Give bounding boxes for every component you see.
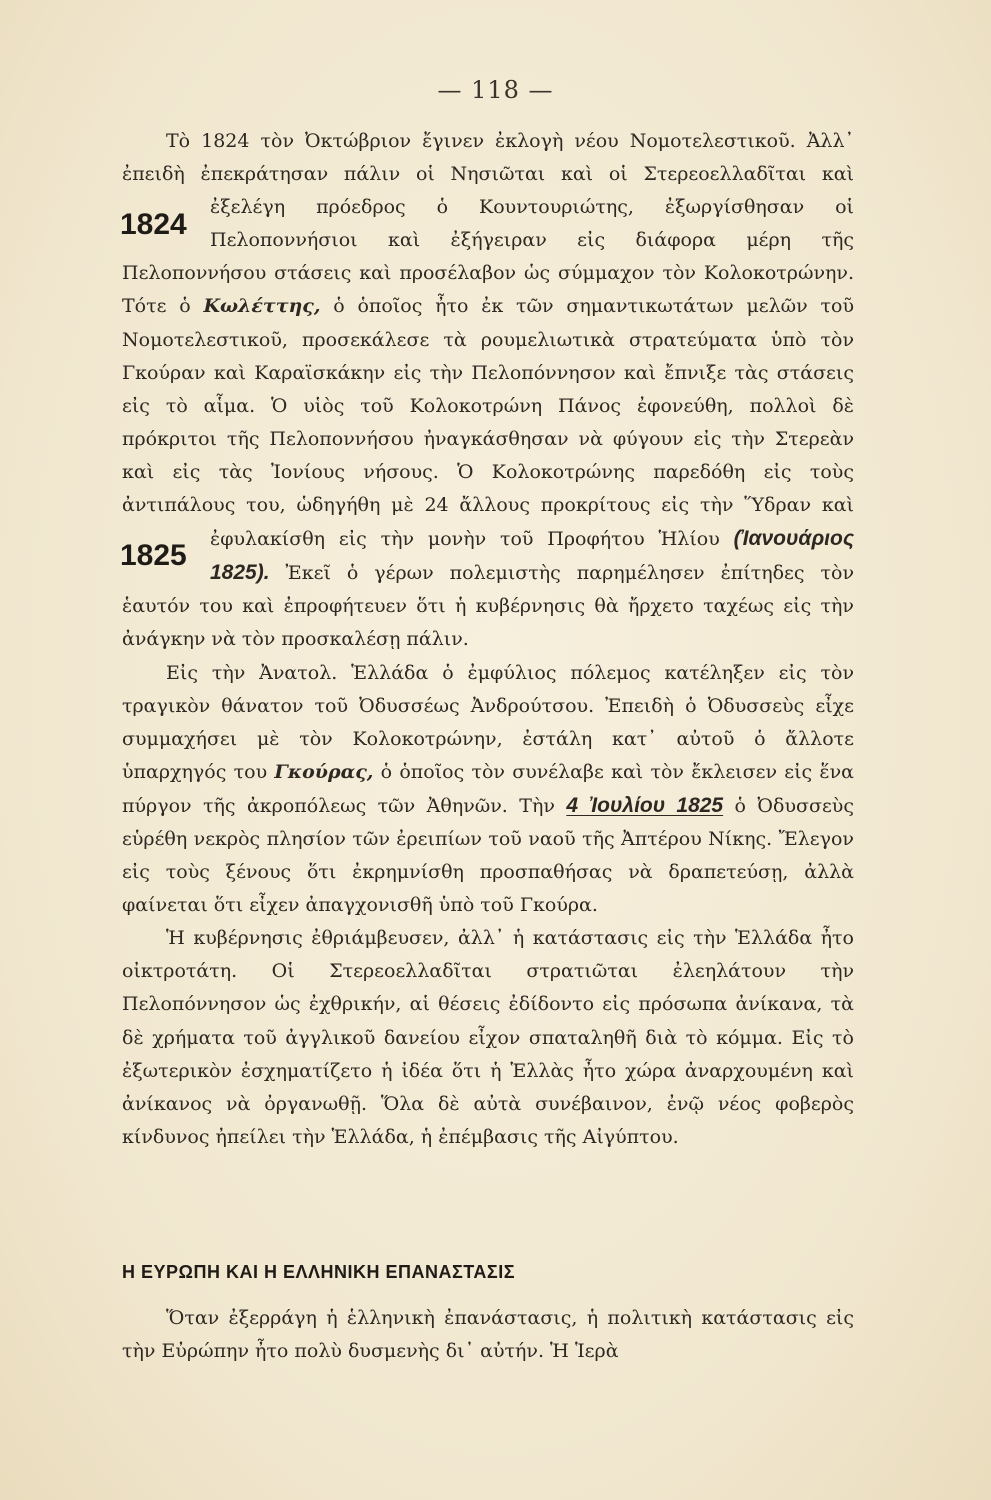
paragraph-text: καὶ ἐφυλακίσθη εἰς τὴν μονὴν τοῦ Προφήτου Ἡλίου (210, 494, 854, 551)
date-january-1825: (Ἰανουάριος 1825). (210, 527, 854, 585)
main-text-block (122, 125, 854, 1154)
paragraph-text: ὁ ὁποῖος ἦτο ἐκ τῶν σημαντικωτάτων μελῶν τοῦ Νομοτελεστικοῦ, προσεκάλεσε τὰ ρουμελιωτικὰ στρατεύματα ὑπὸ τὸν Γκούραν καὶ Καραϊσκάκην εἰς τὴν Πελοπόννησον καὶ ἔπνιξε τὰς στάσεις εἰς τὸ αἷμα. Ὁ υἱὸς τοῦ Κολοκοτρώνη Πάνος ἐφονεύθη, πολλοὶ δὲ πρόκριτοι τῆς Πελοποννήσου ἠναγκάσθησαν νὰ φύγουν εἰς τὴν Στερεὰν καὶ εἰς τὰς Ἰονίους νήσους. Ὁ Κολοκοτρώνης παρεδόθη εἰς τοὺς ἀντιπάλους του, ὡδηγήθη μὲ 24 ἄλλους προκρίτους εἰς τὴν Ὕδραν (122, 295, 854, 517)
paragraph-europe: Ὅταν ἐξερράγη ἡ ἑλληνικὴ ἐπανάστασις, ἡ πολιτικὴ κατάστασις εἰς τὴν Εὐρώπην ἦτο πολὺ δυσμενὴς δι᾽ αὐτήν. Ἡ Ἱερὰ (122, 1307, 854, 1363)
page-number: — 118 — (437, 76, 554, 104)
paragraph-text: ὁ Ὀδυσσεὺς εὑρέθη νεκρὸς πλησίον τῶν ἐρειπίων τοῦ ναοῦ τῆς Ἀπτέρου Νίκης. Ἔλεγον εἰς τοὺς ξένους ὅτι ἐκρημνίσθη προσπαθήσας νὰ δραπετεύσῃ, ἀλλὰ φαίνεται ὅτι εἶχεν ἀπαγχονισθῆ ὑπὸ τοῦ Γκούρα. (122, 794, 854, 917)
paragraph-text: οἱ Πελοποννήσιοι καὶ ἐξήγειραν εἰς διάφορα μέρη τῆς Πελοποννήσου στάσεις καὶ προσέλαβον ὡς σύμμαχον τὸν Κολοκοτρώνην. Τότε ὁ (122, 196, 854, 318)
paragraph-text: Τὸ 1824 τὸν Ὀκτώβριον ἔγινεν ἐκλογὴ νέου Νομοτελεστικοῦ. Ἀλλ᾽ ἐπειδὴ ἐπεκράτησαν πάλιν οἱ Νησιῶται καὶ οἱ Στερεοελλαδῖται καὶ ἐξελέγη πρόεδρος ὁ Κουντουριώτης, ἐξωργίσθησαν (122, 130, 854, 219)
paragraph-kolettis (122, 125, 854, 657)
paragraph-odysseas (122, 657, 854, 923)
date-july-1825: 4 Ἰουλίου 1825 (566, 793, 724, 817)
margin-year-1825: 1825 (120, 539, 187, 573)
paragraph-text: ὁ ὁποῖος τὸν συνέλαβε καὶ τὸν ἔκλεισεν εἰς ἕνα πύργον τῆς ἀκροπόλεως τῶν Ἀθηνῶν. Τὴν (122, 760, 854, 817)
name-gouras: Γκούρας, (274, 760, 374, 783)
paragraph-text: Ἐκεῖ ὁ γέρων πολεμιστὴς παρημέλησεν ἐπίτηδες τὸν ἑαυτόν του καὶ ἐπροφήτευεν ὅτι ἡ κυβέρνησις θὰ ἤρχετο ταχέως εἰς τὴν ἀνάγκην νὰ τὸν προσκαλέσῃ πάλιν. (122, 562, 854, 651)
paragraph-text: Εἰς τὴν Ἀνατολ. Ἑλλάδα ὁ ἐμφύλιος πόλεμος κατέληξεν εἰς τὸν τραγικὸν θάνατον τοῦ Ὀδυσσέως Ἀνδρούτσου. Ἐπειδὴ ὁ Ὀδυσσεὺς εἶχε συμμαχήσει μὲ τὸν Κολοκοτρώνην, ἐστάλη κατ᾽ αὐτοῦ ὁ ἄλλοτε ὑπαρχηγός του (122, 661, 854, 783)
paragraph-government: Ἡ κυβέρνησις ἐθριάμβευσεν, ἀλλ᾽ ἡ κατάστασις εἰς τὴν Ἑλλάδα ἦτο οἰκτροτάτη. Οἱ Στερεοελλαδῖται στρατιῶται ἐλεηλάτουν τὴν Πελοπόννησον ὡς ἐχθρικήν, αἱ θέσεις ἐδίδοντο εἰς πρόσωπα ἀνίκανα, τὰ δὲ χρήματα τοῦ ἀγγλικοῦ δανείου εἶχον σπαταληθῆ διὰ τὸ κόμμα. Εἰς τὸ ἐξωτερικὸν ἐσχηματίζετο ἡ ἰδέα ὅτι ἡ Ἑλλὰς ἦτο χώρα ἀναρχουμένη καὶ ἀνίκανος νὰ ὀργανωθῇ. Ὅλα δὲ αὐτὰ συνέβαινον, ἐνῷ νέος φοβερὸς κίνδυνος ἠπείλει τὴν Ἑλλάδα, ἡ ἐπέμβασις τῆς Αἰγύπτου. (122, 927, 854, 1148)
section-heading: Η ΕΥΡΩΠΗ ΚΑΙ Η ΕΛΛΗΝΙΚΗ ΕΠΑΝΑΣΤΑΣΙΣ (122, 1262, 516, 1282)
name-kolettis: Κωλέττης, (203, 295, 321, 318)
margin-year-1824: 1824 (120, 208, 187, 242)
section-text-block (122, 1302, 854, 1368)
